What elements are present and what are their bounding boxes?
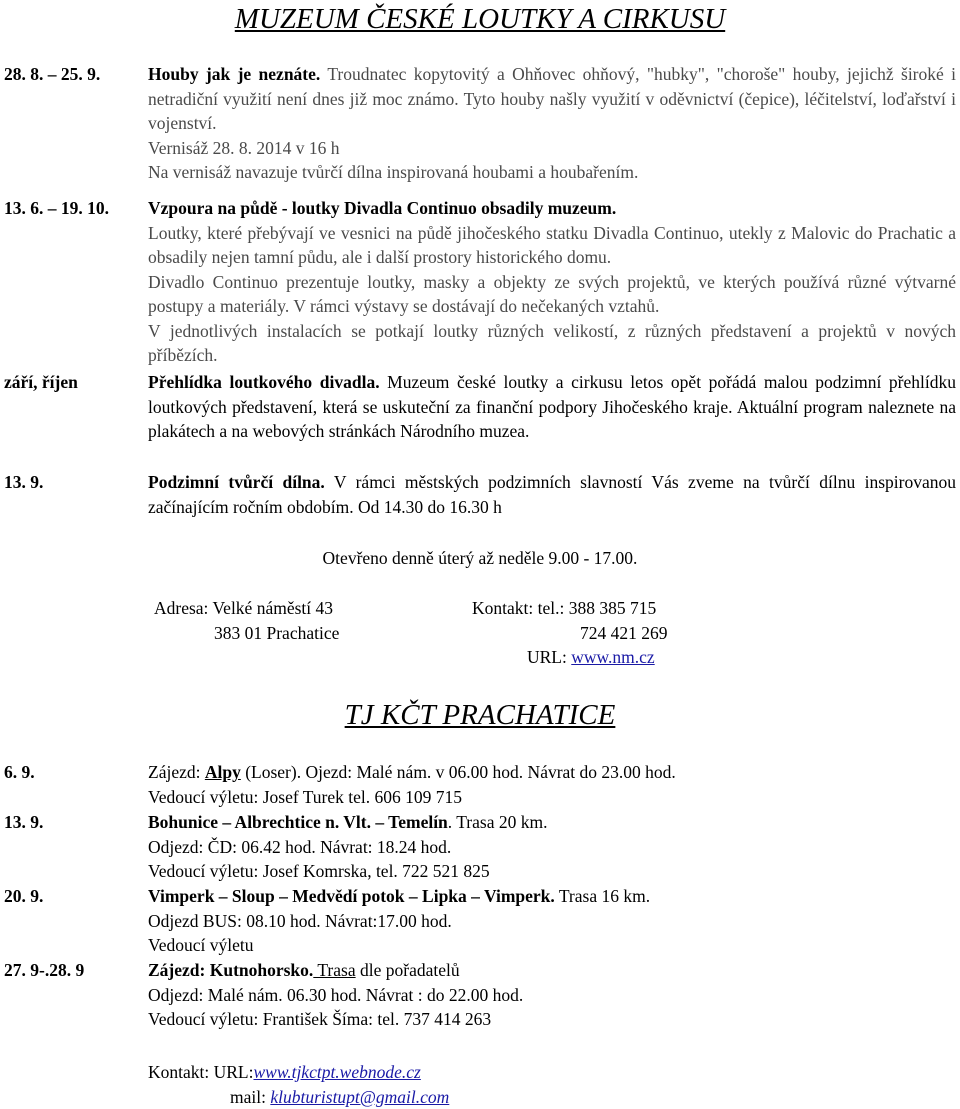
kct-mail-label: mail: (230, 1086, 271, 1107)
museum-url-link[interactable]: www.nm.cz (571, 647, 655, 667)
event-text: Muzeum české loutky a cirkusu letos opět pořádá malou podzimní přehlídku loutkových představení, která se uskuteční za finanční podpory Jihočeského kraje. Aktuální program naleznete na plakátech a na webových stránkách Národního muzea. (148, 372, 956, 441)
event-paragraph: Loutky, které přebývají ve vesnici na půdě jihočeského statku Divadla Continuo, utekly z Malovic do Prachatic a obsadily nejen tamní půdu, ale i další prostory historického domu. (148, 222, 956, 267)
event-date: 28. 8. – 25. 9. (4, 64, 101, 84)
trip-leader: Vedoucí výletu (148, 935, 254, 955)
trip-route-tail: . Trasa 20 km. (447, 812, 548, 832)
trip-destination: Alpy (204, 762, 241, 782)
trip-route: Zájezd: Kutnohorsko. (148, 960, 314, 980)
address-line-2: 383 01 Prachatice (214, 622, 340, 643)
event-heading: Vzpoura na půdě - loutky Divadla Continuo obsadily muzeum. (148, 198, 617, 218)
event-note: Na vernisáž navazuje tvůrčí dílna inspirovaná houbami a houbařením. (148, 162, 639, 182)
kct-contact (148, 1060, 449, 1109)
trip-route-tail-b: dle pořadatelů (355, 960, 460, 980)
trip-route: Bohunice – Albrechtice n. Vlt. – Temelín (148, 812, 448, 832)
trip-route: Vimperk – Sloup – Medvědí potok – Lipka – Vimperk. (148, 886, 555, 906)
event-heading: Houby jak je neznáte. (148, 64, 321, 84)
address-line-1: Adresa: Velké náměstí 43 (154, 598, 334, 618)
address-block (0, 596, 960, 670)
trip-leader: Vedoucí výletu: Josef Komrska, tel. 722 521 825 (148, 861, 490, 881)
kct-mail-link[interactable]: klubturistupt@gmail.com (270, 1086, 450, 1107)
url-label: URL: (527, 647, 572, 667)
kct-url-link[interactable]: www.tjkctpt.webnode.cz (253, 1062, 421, 1082)
event-heading: Přehlídka loutkového divadla. (148, 372, 380, 392)
contact-phone-1: Kontakt: tel.: 388 385 715 (472, 598, 657, 618)
trip-details: (Loser). Ojezd: Malé nám. v 06.00 hod. Návrat do 23.00 hod. (240, 762, 676, 782)
trip-departure: Odjezd BUS: 08.10 hod. Návrat:17.00 hod. (148, 910, 452, 931)
trip-departure: Odjezd: ČD: 06.42 hod. Návrat: 18.24 hod. (148, 836, 452, 857)
event-date: 13. 9. (4, 472, 44, 492)
event-date: září, říjen (4, 372, 78, 392)
kct-title: TJ KČT PRACHATICE (344, 699, 616, 731)
trip-date: 13. 9. (4, 812, 44, 832)
trip-leader: Vedoucí výletu: František Šíma: tel. 737 414 263 (148, 1009, 492, 1029)
event-heading: Podzimní tvůrčí dílna. (148, 472, 325, 492)
museum-title: MUZEUM ČESKÉ LOUTKY A CIRKUSU (234, 3, 726, 35)
event-paragraph: Divadlo Continuo prezentuje loutky, masky a objekty ze svých projektů, ve kterých používá různé výtvarné postupy a materiály. V rámci výstavy se dostávají do nečekaných vztahů. (148, 271, 956, 316)
event-paragraph: V jednotlivých instalacích se potkají loutky různých velikostí, z různých představení a projektů v nových příbězích. (148, 320, 956, 365)
opening-hours: Otevřeno denně úterý až neděle 9.00 - 17.00. (322, 548, 638, 568)
event-vernisage: Vernisáž 28. 8. 2014 v 16 h (148, 137, 340, 158)
trip-date: 27. 9-.28. 9 (4, 960, 85, 980)
trip-route-tail-a: Trasa (313, 960, 356, 980)
contact-phone-2: 724 421 269 (580, 622, 668, 643)
event-text: Troudnatec kopytovitý a Ohňovec ohňový, "hubky", "choroše" houby, jejichž široké i netradiční využití není dnes již moc známo. Tyto houby našly využití v oděvnictví (čepice), léčitelství, loďařství i vojenství. (148, 64, 957, 133)
trip-route-tail: Trasa 16 km. (554, 886, 651, 906)
trip-date: 20. 9. (4, 886, 44, 906)
event-text: V rámci městských podzimních slavností Vás zveme na tvůrčí dílnu inspirovanou začínajícím ročním obdobím. Od 14.30 do 16.30 h (148, 472, 956, 517)
event-date: 13. 6. – 19. 10. (4, 198, 109, 218)
trip-departure: Odjezd: Malé nám. 06.30 hod. Návrat : do 22.00 hod. (148, 984, 524, 1005)
trip-label: Zájezd: (148, 762, 205, 782)
trip-date: 6. 9. (4, 762, 35, 782)
trip-leader: Vedoucí výletu: Josef Turek tel. 606 109 715 (148, 786, 463, 807)
kct-url-label: Kontakt: URL: (148, 1062, 254, 1082)
